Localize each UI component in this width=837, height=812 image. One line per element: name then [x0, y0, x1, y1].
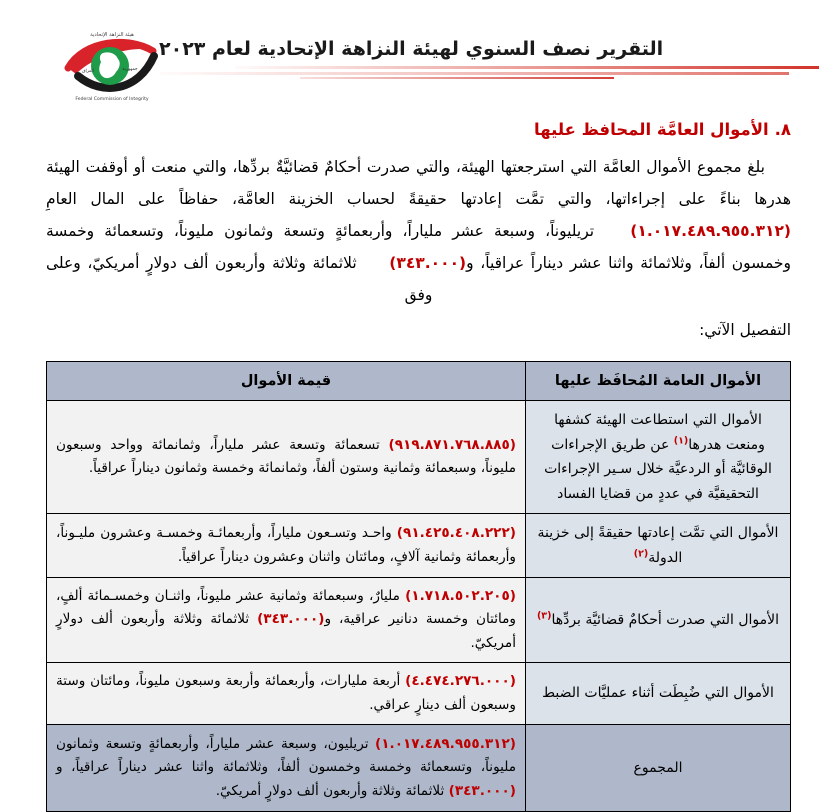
intro-line-4: وخمسون ألفاً، وثلاثمائة واثنا عشر ديناراً عراقياً، و: [466, 253, 791, 272]
intro-line-3: تريليوناً، وسبعة عشر ملياراً، وأربعمائةٍ وتسعة وثمانون مليوناً، وتسعمائة وخمسة: [46, 221, 595, 240]
row-label-tail: عن طريق الإجراءات الوقائيَّة أو الردعيَّة خلال سـير الإجراءات التحقيقيَّة في عددٍ من قضايا الفساد: [544, 436, 772, 502]
row-value-text: مليارٌ، وسبعمائة وثمانية عشر مليوناً، واثنـان وخمسـمائة ألفٍ، ومائتان وخمسة دنانير عراقية، و: [56, 588, 516, 628]
row-value-cell: [47, 514, 526, 578]
svg-text:Federal Commission of Integrit: Federal Commission of Integrity: [75, 97, 149, 102]
section-number: ٨.: [774, 120, 791, 139]
row-value-text: تسعمائة وتسعة عشر ملياراً، وثمانمائة وواحد وسبعون مليوناً، وسبعمائة وثمانية وستون ألفاً، وثمانمائة وخمسة وثمانون ديناراً عراقياً.: [56, 436, 516, 477]
row-value-text-secondary: ثلاثمائة وثلاثة وأربعون ألف دولارٍ أمريكيّ.: [56, 611, 516, 651]
header-title-block: [159, 38, 819, 64]
total-label-cell: المجموع: [526, 724, 791, 811]
footnote-marker: (١): [673, 434, 689, 446]
row-label-cell: [526, 401, 791, 514]
intro-line-1: بلغ مجموع الأموال العامَّة التي استرجعتها الهيئة، والتي صدرت أحكامٌ قضائيَّةٌ بردِّها، والتي منعت أو أوقفت الهيئة: [46, 158, 765, 177]
intro-closing-line: التفصيل الآتي:: [699, 321, 791, 340]
row-value-cell: [47, 401, 526, 514]
row-label-cell: [526, 514, 791, 578]
row-amount: (١.٧١٨.٥٠٢.٢٠٥): [405, 588, 516, 605]
header-rule-middle: [160, 72, 789, 75]
page-header: [0, 0, 837, 105]
footnote-marker: (٣): [536, 610, 552, 622]
total-amount-secondary: (٣٤٣.٠٠٠): [448, 782, 516, 799]
row-label-text: الأموال التي تمَّت إعادتها حقيقةً إلى خزينة الدولة: [537, 525, 779, 566]
table-header-value: قيمة الأموال: [47, 362, 526, 401]
intro-paragraph: [46, 152, 791, 311]
total-amount: (١.٠١٧.٤٨٩.٩٥٥.٣١٢): [375, 735, 516, 752]
svg-text:جمهورية: جمهورية: [122, 67, 138, 72]
document-content: [0, 119, 837, 812]
svg-text:العراق: العراق: [82, 69, 94, 74]
public-funds-table: [46, 361, 791, 812]
table-total-row: [47, 724, 791, 811]
table-header-row: [47, 362, 791, 401]
table-row: [47, 663, 791, 725]
section-title: الأموال العامَّة المحافظ عليها: [534, 120, 769, 139]
row-label-text: الأموال التي ضُبِطَت أثناء عمليَّات الضبط: [542, 685, 774, 702]
row-amount: (٤.٤٧٤.٢٧٦.٠٠٠): [405, 673, 516, 690]
header-rule-bottom: [300, 77, 614, 80]
header-rule-top: [235, 66, 819, 69]
row-label-text: الأموال التي استطاعت الهيئة كشفها ومنعت هدرها: [554, 412, 765, 453]
row-value-text: واحـد وتسـعون ملياراً، وأربعمائـة وخمسـة وعشرون مليـوناً، وأربعمائة وثمانية آلافٍ، ومائتان واثنان وعشرون ديناراً عراقياً.: [56, 525, 516, 565]
eye-emblem-icon: [58, 24, 166, 104]
row-amount-secondary: (٣٤٣.٠٠٠): [257, 611, 325, 628]
row-value-text: أربعة مليارات، وأربعمائة وأربعة وسبعون مليوناً، ومائتان وستة وسبعون ألف دينارٍ عراقي.: [56, 673, 516, 713]
header-rule-decoration: [0, 66, 819, 78]
svg-text:هيئة النزاهة الإتحادية: هيئة النزاهة الإتحادية: [90, 32, 134, 38]
row-label-text: الأموال التي صدرت أحكامٌ قضائيَّة بردِّها: [551, 611, 780, 628]
section-heading: [46, 119, 791, 140]
total-value-cell: [47, 724, 526, 811]
table-row: [47, 578, 791, 663]
table-row: [47, 514, 791, 578]
row-label-cell: [526, 578, 791, 663]
total-value-text: تريليون، وسبعة عشر ملياراً، وأربعمائةٍ وتسعة وثمانون مليوناً، وتسعمائة وخمسة وخمسون ألفاً، وثلاثمائة واثنا عشر ديناراً عراقياً، و: [56, 735, 516, 776]
footnote-marker: (٢): [633, 547, 649, 559]
row-label-cell: [526, 663, 791, 725]
row-value-cell: [47, 663, 526, 725]
intro-line-4b: ثلاثمائة وثلاثة وأربعون ألف دولارٍ أمريكيّ، وعلى وفق: [46, 253, 433, 304]
total-amount-iqd: (١.٠١٧.٤٨٩.٩٥٥.٣١٢): [630, 221, 791, 240]
commission-logo: [58, 24, 166, 104]
table-header-label: الأموال العامة المُحافَظ عليها: [526, 362, 791, 401]
total-amount-usd: (٣٤٣.٠٠٠): [389, 253, 467, 272]
table-row: [47, 401, 791, 514]
row-value-cell: [47, 578, 526, 663]
intro-line-2: هدرها بناءً على إجراءاتها، والتي تمَّت إعادتها حقيقةً لحساب الخزينة العامَّة، حفاظاً على المال العامِ: [46, 190, 791, 209]
row-amount: (٩١.٤٢٥.٤٠٨.٢٢٢): [396, 525, 516, 542]
row-amount: (٩١٩.٨٧١.٧٦٨.٨٨٥): [388, 436, 516, 453]
total-value-text-secondary: ثلاثمائة وثلاثة وأربعون ألف دولارٍ أمريكيّ.: [215, 782, 445, 799]
report-header-title: التقرير نصف السنوي لهيئة النزاهة الإتحادية لعام ٢٠٢٣: [159, 38, 664, 60]
